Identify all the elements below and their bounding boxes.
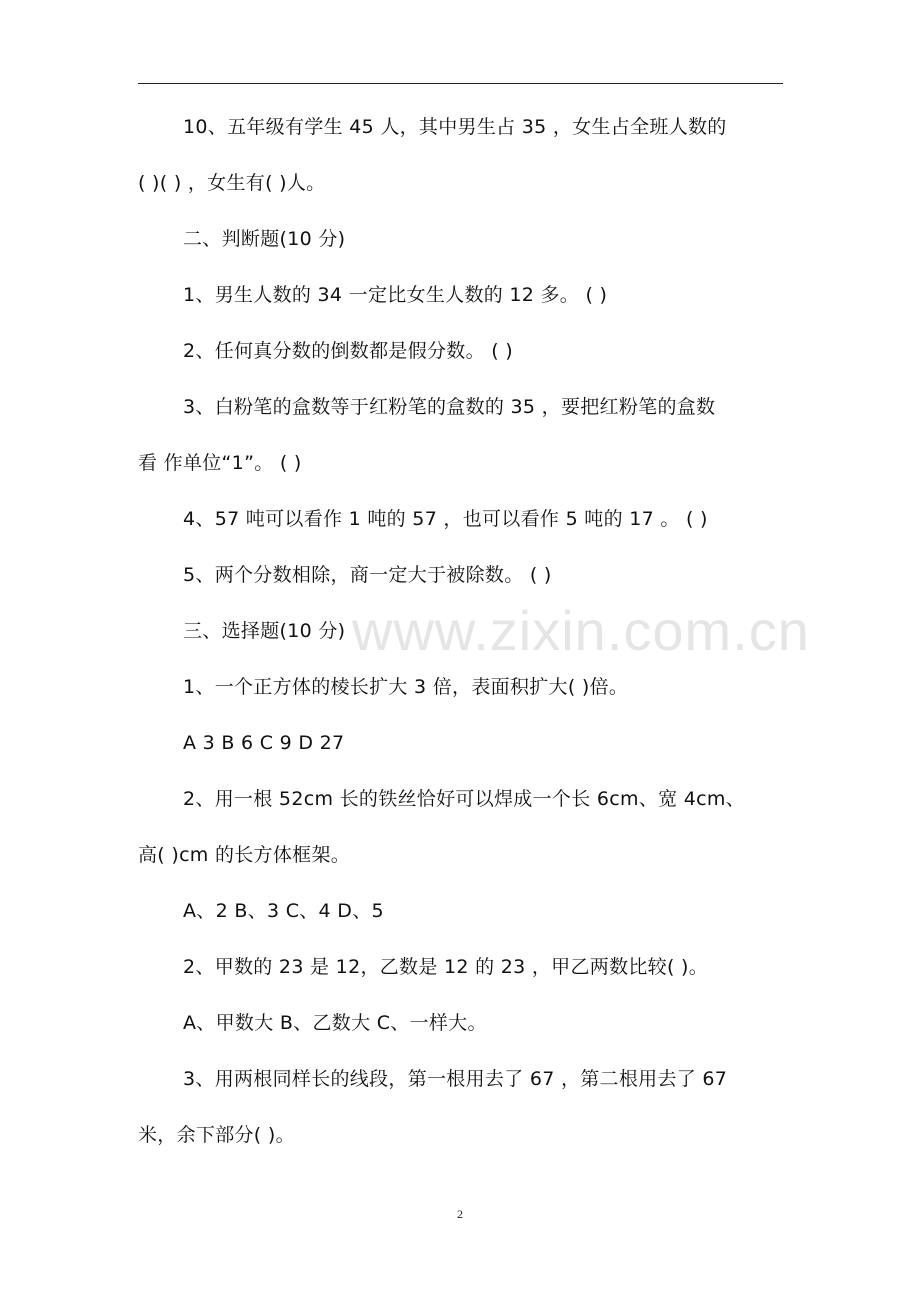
header-rule [138,83,783,84]
page-number: 2 [457,1207,463,1221]
answer-options: A、2 B、3 C、4 D、5 [183,900,384,922]
question-line: 高( )cm 的长方体框架。 [138,844,351,866]
question-line: 2、任何真分数的倒数都是假分数。 ( ) [183,340,513,362]
question-line: 3、白粉笔的盒数等于红粉笔的盒数的 35 ，要把红粉笔的盒数 [183,396,716,418]
question-line: 1、男生人数的 34 一定比女生人数的 12 多。 ( ) [183,284,608,306]
question-line: 看 作单位“1”。 ( ) [138,452,302,474]
document-body [138,104,788,1168]
question-line: 10、五年级有学生 45 人，其中男生占 35 ，女生占全班人数的 [183,116,727,138]
answer-options: A 3 B 6 C 9 D 27 [183,732,345,754]
question-line: 3、用两根同样长的线段，第一根用去了 67 ，第二根用去了 67 [183,1068,728,1090]
question-line: ( )( ) ，女生有( )人。 [138,172,326,194]
section-heading: 三、选择题(10 分) [183,620,346,642]
question-line: 2、用一根 52cm 长的铁丝恰好可以焊成一个长 6cm、宽 4cm、 [183,788,745,810]
question-line: 1、一个正方体的棱长扩大 3 倍，表面积扩大( )倍。 [183,676,629,698]
question-line: 米，余下部分( )。 [138,1124,295,1146]
section-heading: 二、判断题(10 分) [183,228,346,250]
answer-options: A、甲数大 B、乙数大 C、一样大。 [183,1012,487,1034]
question-line: 4、57 吨可以看作 1 吨的 57 ，也可以看作 5 吨的 17 。 ( ) [183,508,708,530]
question-line: 2、甲数的 23 是 12，乙数是 12 的 23 ，甲乙两数比较( )。 [183,956,709,978]
watermark: www.zixin.com.cn [352,599,810,662]
question-line: 5、两个分数相除，商一定大于被除数。 ( ) [183,564,552,586]
